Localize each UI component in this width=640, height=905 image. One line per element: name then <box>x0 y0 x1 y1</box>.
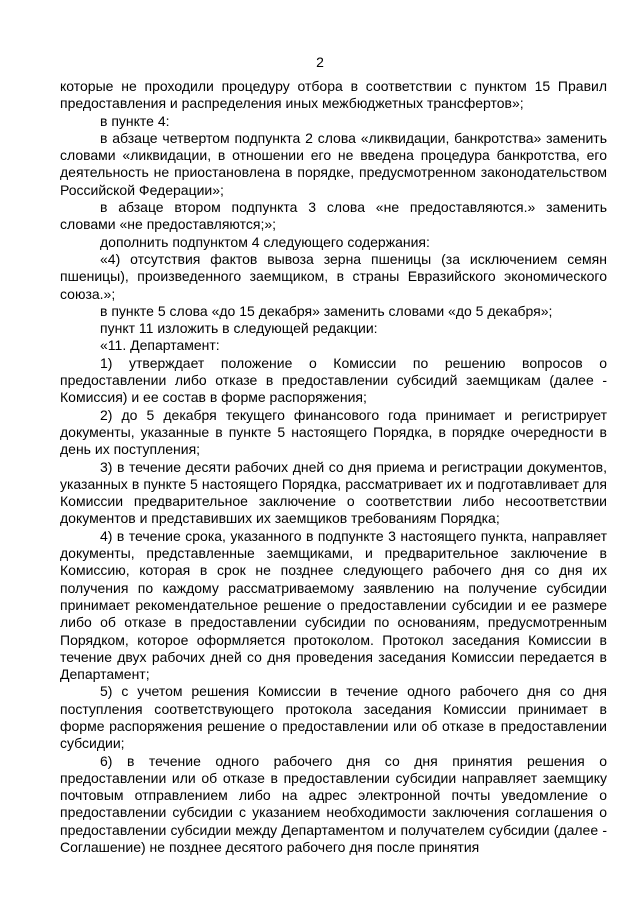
paragraph: «11. Департамент: <box>100 337 220 354</box>
paragraph: 4) в течение срока, указанного в подпункте 3 настоящего пункта, направляет документы, представленные заемщиками, и предварительное заключение в Комиссию, которая в срок не позднее следующего рабочего дня со дня их получения по каждому рассматриваемому заявлению на получение субсидии принимает рекомендательное решение о предоставлении субсидии и ее размере либо об отказе в предоставлении субсидии по основаниям, предусмотренным Порядком, которое оформляется протоколом. Протокол заседания Комиссии в течение двух рабочих дней со дня проведения заседания Комиссии передается в Департамент; <box>60 527 607 683</box>
paragraph: в абзаце четвертом подпункта 2 слова «ликвидации, банкротства» заменить словами «ликвидации, в отношении его не введена процедура банкротства, его деятельность не приостановлена в порядке, предусмотренном законодательством Российской Федерации»; <box>60 129 607 198</box>
paragraph: 5) с учетом решения Комиссии в течение одного рабочего дня со дня поступления соответствующего протокола заседания Комиссии принимает в форме распоряжения решение о предоставлении или об отказе в предоставлении субсидии; <box>60 683 607 752</box>
paragraph: в пункте 5 слова «до 15 декабря» заменить словами «до 5 декабря»; <box>100 302 553 319</box>
paragraph: 1) утверждает положение о Комиссии по решению вопросов о предоставлении либо отказе в предоставлении субсидий заемщикам (далее - Комиссия) и ее состав в форме распоряжения; <box>60 354 607 406</box>
paragraph: в пункте 4: <box>100 112 170 129</box>
paragraph: «4) отсутствия фактов вывоза зерна пшеницы (за исключением семян пшеницы), произведенного заемщиком, в страны Евразийского экономического союза.»; <box>60 250 607 302</box>
paragraph: дополнить подпунктом 4 следующего содержания: <box>100 233 430 250</box>
paragraph: 3) в течение десяти рабочих дней со дня приема и регистрации документов, указанных в пункте 5 настоящего Порядка, рассматривает их и подготавливает для Комиссии предварительное заключение о соответствии либо несоответствии документов и представивших их заемщиков требованиям Порядка; <box>60 458 607 527</box>
page-number: 2 <box>316 54 324 70</box>
paragraph: 2) до 5 декабря текущего финансового года принимает и регистрирует документы, указанные в пункте 5 настоящего Порядка, в порядке очередности в день их поступления; <box>60 406 607 458</box>
paragraph: пункт 11 изложить в следующей редакции: <box>100 320 378 337</box>
paragraph: которые не проходили процедуру отбора в соответствии с пунктом 15 Правил предоставления и распределения иных межбюджетных трансфертов»; <box>60 78 607 112</box>
document-body <box>60 78 607 856</box>
paragraph: в абзаце втором подпункта 3 слова «не предоставляются.» заменить словами «не предоставляются;»; <box>60 199 607 233</box>
paragraph: 6) в течение одного рабочего дня со дня принятия решения о предоставлении или об отказе в предоставлении субсидии направляет заемщику почтовым отправлением либо на адрес электронной почты уведомление о предоставлении субсидии с указанием необходимости заключения соглашения о предоставлении субсидии между Департаментом и получателем субсидии (далее - Соглашение) не позднее десятого рабочего дня после принятия <box>60 752 607 856</box>
